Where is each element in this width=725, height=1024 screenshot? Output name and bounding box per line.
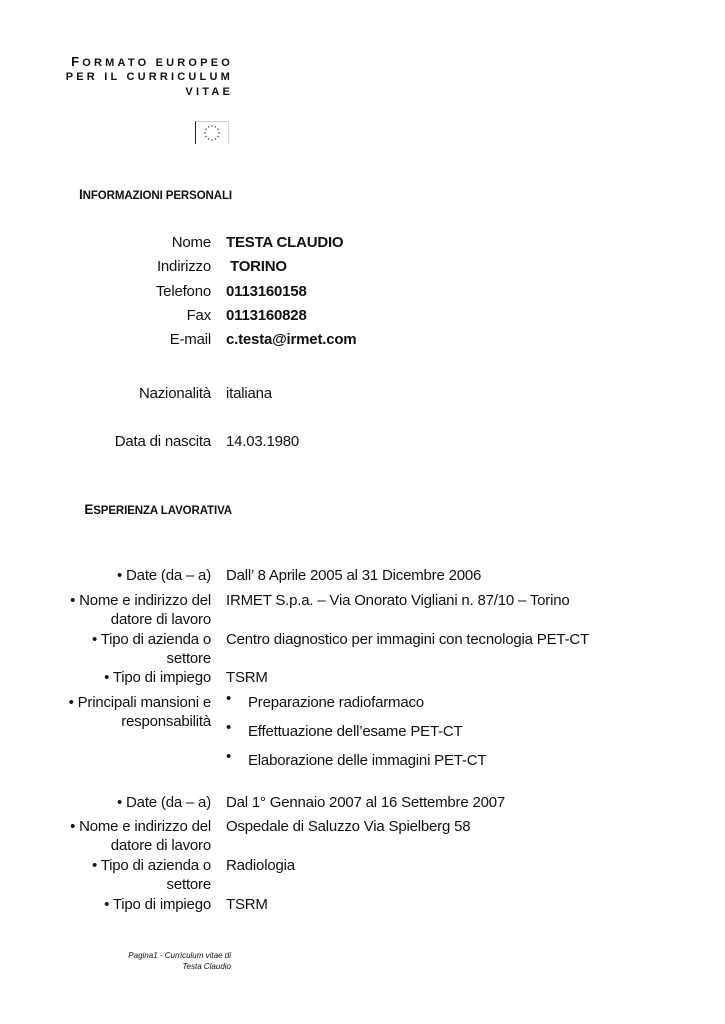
job1-employer-label-line1: • Nome e indirizzo del — [70, 592, 211, 609]
bullet-icon: • — [226, 748, 232, 765]
email-value[interactable]: c.testa@irmet.com — [226, 331, 357, 348]
nazionalita-label: Nazionalità — [138, 385, 211, 402]
job1-duty-item: • Elaborazione delle immagini PET-CT — [226, 748, 487, 769]
job2-sector-label-line2: settore — [166, 876, 211, 893]
job1-sector-label-line2: settore — [166, 650, 211, 667]
job2-employer-value: Ospedale di Saluzzo Via Spielberg 58 — [226, 818, 471, 835]
job2-sector-value: Radiologia — [226, 857, 295, 874]
nome-label: Nome — [171, 234, 211, 251]
job1-sector-label-line1: • Tipo di azienda o — [91, 631, 211, 648]
cv-format-title-line2: PER IL CURRICULUM — [65, 71, 233, 83]
telefono-label: Telefono — [155, 283, 211, 300]
nascita-label: Data di nascita — [114, 433, 211, 450]
eu-flag-icon — [195, 121, 229, 144]
job1-duties-label-line2: responsabilità — [121, 713, 211, 730]
section-title-work: ESPERIENZA LAVORATIVA — [84, 502, 232, 517]
job1-date-label: • Date (da – a) — [117, 567, 211, 584]
job2-type-label: • Tipo di impiego — [104, 896, 211, 913]
fax-value: 0113160828 — [226, 307, 307, 324]
fax-label: Fax — [186, 307, 211, 324]
page-footer-line1: Pagina1 - Curriculum vitae di — [128, 951, 231, 960]
job1-employer-label-line2: datore di lavoro — [110, 611, 211, 628]
job2-date-label: • Date (da – a) — [117, 794, 211, 811]
bullet-icon: • — [226, 719, 232, 736]
job1-duties-label-line1: • Principali mansioni e — [68, 694, 211, 711]
indirizzo-value: TORINO — [230, 258, 287, 275]
nazionalita-value: italiana — [226, 385, 272, 402]
job1-type-value: TSRM — [226, 669, 268, 686]
job1-sector-value: Centro diagnostico per immagini con tecnologia PET-CT — [226, 631, 589, 648]
job1-type-label: • Tipo di impiego — [104, 669, 211, 686]
job1-employer-value: IRMET S.p.a. – Via Onorato Vigliani n. 87/10 – Torino — [226, 592, 570, 609]
telefono-value: 0113160158 — [226, 283, 307, 300]
indirizzo-label: Indirizzo — [156, 258, 211, 275]
job2-employer-label-line1: • Nome e indirizzo del — [70, 818, 211, 835]
email-label: E-mail — [169, 331, 211, 348]
section-title-personal: INFORMAZIONI PERSONALI — [79, 187, 232, 202]
job2-employer-label-line2: datore di lavoro — [110, 837, 211, 854]
job1-duty-item: • Preparazione radiofarmaco — [226, 690, 424, 711]
job2-type-value: TSRM — [226, 896, 268, 913]
page-footer-line2: Testa Claudio — [182, 962, 231, 971]
job2-date-value: Dal 1° Gennaio 2007 al 16 Settembre 2007 — [226, 794, 506, 811]
job1-duty-item: • Effettuazione dell’esame PET-CT — [226, 719, 463, 740]
cv-format-title-line1: FORMATO EUROPEO — [71, 54, 233, 69]
nascita-value: 14.03.1980 — [226, 433, 300, 450]
nome-value: TESTA CLAUDIO — [226, 234, 344, 251]
bullet-icon: • — [226, 690, 232, 707]
job2-sector-label-line1: • Tipo di azienda o — [91, 857, 211, 874]
job1-date-value: Dall’ 8 Aprile 2005 al 31 Dicembre 2006 — [226, 567, 482, 584]
cv-format-title-line3: VITAE — [185, 86, 233, 98]
